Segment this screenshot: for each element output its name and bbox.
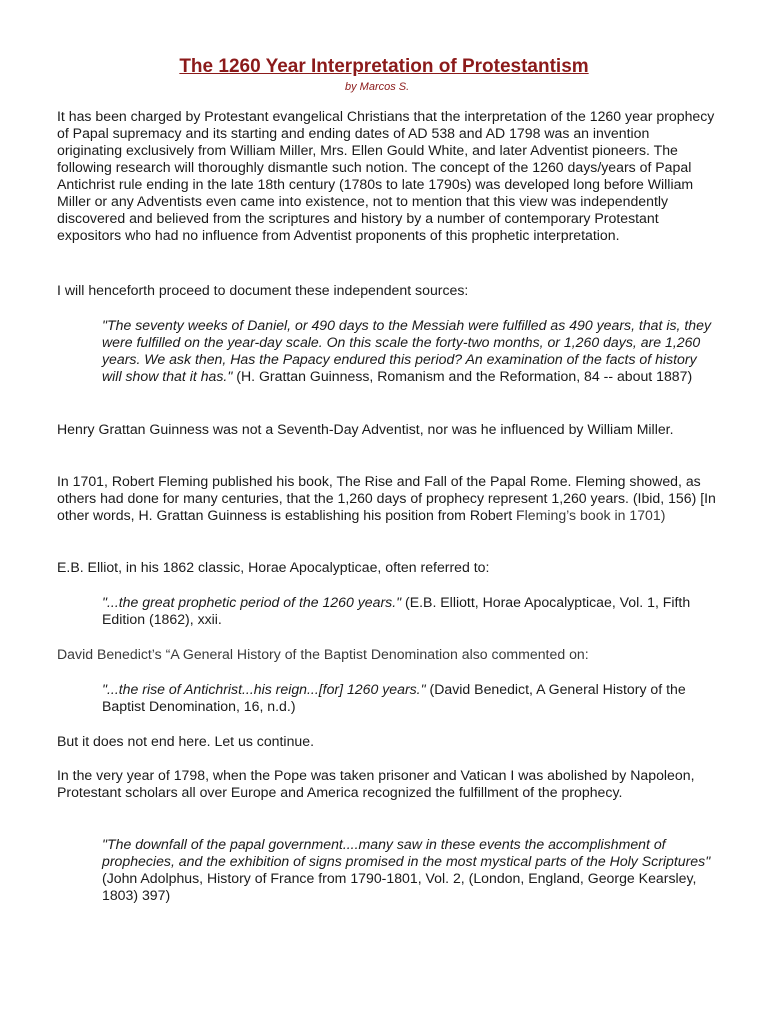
sources-intro-paragraph: I will henceforth proceed to document these independent sources: — [57, 282, 469, 298]
quote-benedict-citation: (David Benedict, A General History of the Baptist Denomination, 16, n.d.) — [102, 681, 686, 714]
napoleon-paragraph: In the very year of 1798, when the Pope was taken prisoner and Vatican I was abolished by Napoleon, Protestant scholars all over Europe and America recognized the fulfillment of the prophecy. — [57, 767, 695, 800]
quote-benedict — [102, 681, 714, 715]
quote-elliott-text: "...the great prophetic period of the 1260 years." — [102, 594, 402, 610]
fleming-paragraph — [57, 473, 717, 524]
fleming-paragraph-text: In 1701, Robert Fleming published his book, The Rise and Fall of the Papal Rome. Fleming showed, as others had done for many centuries, that the 1,260 days of prophecy represent 1,260 years. (Ibid, 156) [In other words, H. Grattan Guinness is establishing his position from Robert — [57, 473, 716, 523]
quote-adolphus — [102, 836, 714, 904]
benedict-intro-paragraph: David Benedict’s “A General History of the Baptist Denomination also commented on: — [57, 646, 589, 662]
quote-adolphus-text: "The downfall of the papal government....many saw in these events the accomplishment of prophecies, and the exhibition of signs promised in the most mystical parts of the Holy Scriptures" — [102, 836, 711, 869]
quote-benedict-text: "...the rise of Antichrist...his reign...[for] 1260 years." — [102, 681, 426, 697]
quote-guinness-citation: (H. Grattan Guinness, Romanism and the Reformation, 84 -- about 1887) — [232, 368, 693, 384]
quote-guinness — [102, 317, 714, 385]
fleming-paragraph-tail: Fleming’s book in 1701) — [516, 507, 666, 523]
document-title: The 1260 Year Interpretation of Protestantism — [179, 56, 589, 77]
author-byline: by Marcos S. — [345, 81, 410, 93]
guinness-note-paragraph: Henry Grattan Guinness was not a Seventh-Day Adventist, nor was he influenced by William Miller. — [57, 421, 674, 437]
quote-adolphus-citation: (John Adolphus, History of France from 1790-1801, Vol. 2, (London, England, George Kearsley, 1803) 397) — [102, 870, 697, 903]
quote-elliott — [102, 594, 714, 628]
continue-paragraph: But it does not end here. Let us continue. — [57, 733, 314, 749]
elliot-intro-paragraph: E.B. Elliot, in his 1862 classic, Horae Apocalypticae, often referred to: — [57, 559, 490, 575]
intro-paragraph: It has been charged by Protestant evangelical Christians that the interpretation of the 1260 year prophecy of Papal supremacy and its starting and ending dates of AD 538 and AD 1798 was an invention originating exclusively from William Miller, Mrs. Ellen Gould White, and later Adventist pioneers. The following research will thoroughly dismantle such notion. The concept of the 1260 days/years of Papal Antichrist rule ending in the late 18th century (1780s to late 1790s) was developed long before William Miller or any Adventists even came into existence, not to mention that this view was independently discovered and believed from the scriptures and history by a number of contemporary Protestant expositors who had no influence from Adventist proponents of this prophetic interpretation. — [57, 108, 715, 243]
quote-guinness-text: "The seventy weeks of Daniel, or 490 days to the Messiah were fulfilled as 490 years, that is, they were fulfilled on the year-day scale. On this scale the forty-two months, or 1,260 days, are 1,260 years. We ask then, Has the Papacy endured this period? An examination of the facts of history will show that it has." — [102, 317, 711, 384]
quote-elliott-citation: (E.B. Elliott, Horae Apocalypticae, Vol. 1, Fifth Edition (1862), xxii. — [102, 594, 691, 627]
